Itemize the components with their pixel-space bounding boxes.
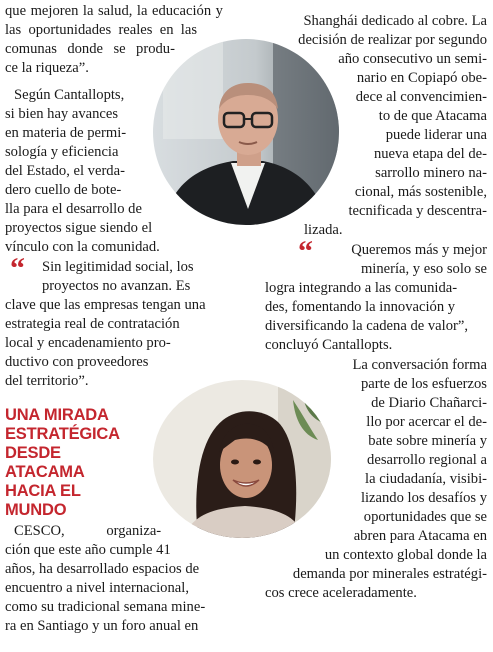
text-line: tecnificada y descentra- — [348, 203, 487, 219]
text-line: que mejoren la salud, la educación y — [5, 3, 223, 19]
guest-portrait-photo — [153, 380, 331, 538]
text-line: nario en Copiapó obe- — [356, 70, 487, 86]
text-line: puede liderar una — [385, 127, 487, 143]
section-heading-line: ATACAMA — [5, 463, 85, 481]
text-line: llo por acercar el de- — [366, 414, 487, 430]
text-line: La conversación forma — [352, 357, 487, 373]
text-line: si bien hay avances — [5, 106, 119, 122]
text-line: parte de los esfuerzos — [360, 376, 487, 392]
text-line: ductivo con proveedores — [5, 354, 149, 370]
text-line: des, fomentando la innovación y — [265, 299, 456, 315]
text-line: abren para Atacama en — [353, 528, 487, 544]
text-line: del Estado, el verda- — [5, 163, 125, 179]
text-line: nueva etapa del de- — [373, 146, 487, 162]
text-line: concluyó Cantallopts. — [265, 337, 393, 353]
text-line: bate sobre minería y — [368, 433, 487, 449]
section-heading-line: DESDE — [5, 444, 61, 462]
text-line: logra integrando a las comunida- — [265, 280, 458, 296]
text-line: cos crece aceleradamente. — [265, 585, 417, 601]
text-line: Queremos más y mejor — [351, 242, 487, 258]
text-line: ce la riqueza”. — [5, 60, 89, 76]
text-line: del territorio”. — [5, 373, 89, 389]
text-line: dece al convencimien- — [355, 89, 487, 105]
text-line: sología y eficiencia — [5, 144, 119, 160]
text-line: demanda por minerales estratégi- — [292, 566, 487, 582]
text-line: CESCO, organiza- — [14, 523, 162, 539]
text-line: clave que las empresas tengan una — [5, 297, 206, 313]
text-line: Shanghái dedicado al cobre. La — [303, 13, 487, 29]
text-line: minería, y eso solo se — [360, 261, 487, 277]
text-line: sarrollo minero na- — [375, 165, 487, 181]
text-line: año consecutivo un semi- — [338, 51, 487, 67]
section-heading-line: ESTRATÉGICA — [5, 425, 120, 443]
text-line: las oportunidades reales en las — [5, 22, 197, 38]
section-heading-line: HACIA EL — [5, 482, 81, 500]
text-line: decisión de realizar por segundo — [298, 32, 487, 48]
text-line: años, ha desarrollado espacios de — [5, 561, 200, 577]
quote-mark-icon: “ — [10, 252, 25, 285]
text-line: oportunidades que se — [363, 509, 487, 525]
text-line: de Diario Chañarci- — [371, 395, 487, 411]
text-line: la ciudadanía, visibi- — [365, 471, 487, 487]
text-line: ción que este año cumple 41 — [5, 542, 171, 558]
text-line: Según Cantallopts, — [14, 87, 125, 103]
text-line: dero cuello de bote- — [5, 182, 122, 198]
text-line: un contexto global donde la — [324, 547, 487, 563]
text-line: comunas donde se produ- — [5, 41, 175, 57]
text-line: encuentro a nivel internacional, — [5, 580, 189, 596]
text-line: to de que Atacama — [378, 108, 487, 124]
text-line: lla para el desarrollo de — [5, 201, 142, 217]
text-line: local y encadenamiento pro- — [5, 335, 171, 351]
text-line: como su tradicional semana mine- — [5, 599, 206, 615]
section-heading-line: UNA MIRADA — [5, 406, 109, 424]
text-line: proyectos sigue siendo el — [5, 220, 153, 236]
text-line: proyectos no avanzan. Es — [42, 278, 191, 294]
text-line: estrategia real de contratación — [5, 316, 180, 332]
quote-mark-icon: “ — [298, 235, 313, 268]
text-line: en materia de permi- — [5, 125, 127, 141]
text-line: ra en Santiago y un foro anual en — [5, 618, 199, 634]
text-line: vínculo con la comunidad. — [5, 239, 160, 255]
text-line: cional, más sostenible, — [354, 184, 487, 200]
text-line: desarrollo regional a — [367, 452, 487, 468]
text-line: lizando los desafíos y — [360, 490, 487, 506]
cantallopts-portrait-photo — [153, 39, 339, 225]
section-heading-line: MUNDO — [5, 501, 67, 519]
text-line: Sin legitimidad social, los — [42, 259, 194, 275]
text-line: lizada. — [304, 222, 343, 238]
text-line: diversificando la cadena de valor”, — [265, 318, 468, 334]
